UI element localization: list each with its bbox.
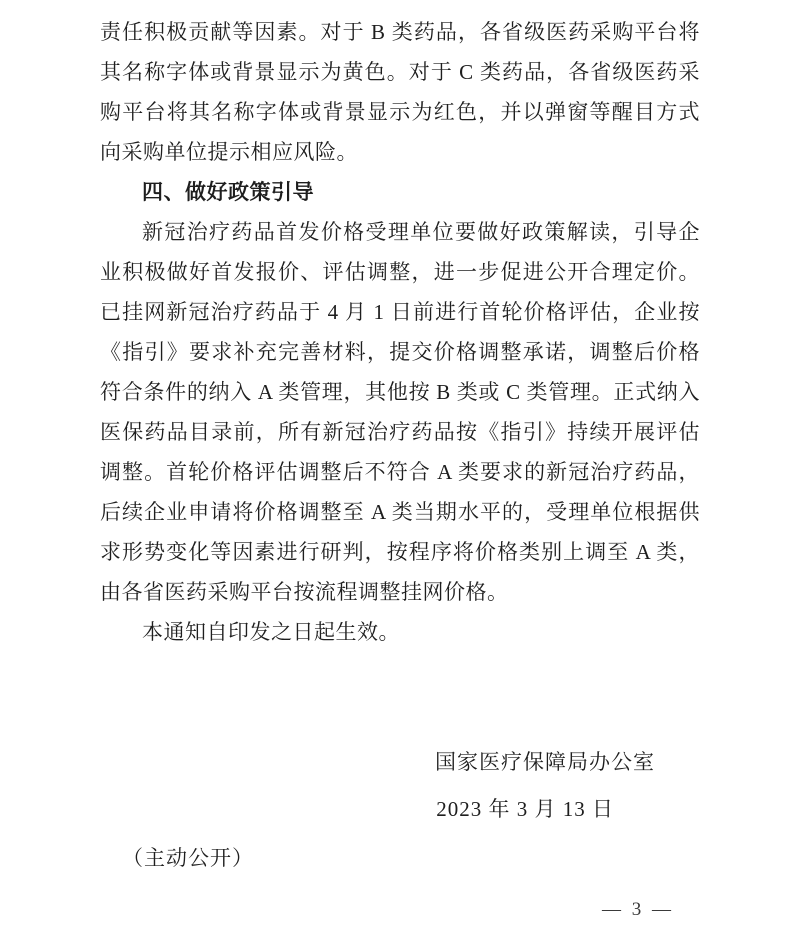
signature-block: [100, 742, 700, 829]
signature-organization: 国家医疗保障局办公室: [435, 750, 655, 774]
signature-date: 2023 年 3 月 13 日: [436, 797, 614, 821]
disclosure-note: （主动公开）: [122, 846, 254, 870]
paragraph-policy-guidance: 新冠治疗药品首发价格受理单位要做好政策解读，引导企业积极做好首发报价、评估调整，进一步促进公开合理定价。已挂网新冠治疗药品于 4 月 1 日前进行首轮价格评估，企业按《指引》要求补充完善材料，提交价格调整承诺，调整后价格符合条件的纳入 A 类管理，其他按 B 类或 C 类管理。正式纳入医保药品目录前，所有新冠治疗药品按《指引》持续开展评估调整。首轮价格评估调整后不符合 A 类要求的新冠治疗药品，后续企业申请将价格调整至 A 类当期水平的，受理单位根据供求形势变化等因素进行研判，按程序将价格类别上调至 A 类，由各省医药采购平台按流程调整挂网价格。: [100, 220, 700, 604]
page-number: — 3 —: [602, 899, 674, 920]
paragraph-continuation: 责任积极贡献等因素。对于 B 类药品，各省级医药采购平台将其名称字体或背景显示为黄色。对于 C 类药品，各省级医药采购平台将其名称字体或背景显示为红色，并以弹窗等醒目方式向采购单位提示相应风险。: [100, 20, 700, 164]
section-heading: 四、做好政策引导: [142, 180, 314, 204]
paragraph-effective-date: 本通知自印发之日起生效。: [142, 620, 400, 644]
